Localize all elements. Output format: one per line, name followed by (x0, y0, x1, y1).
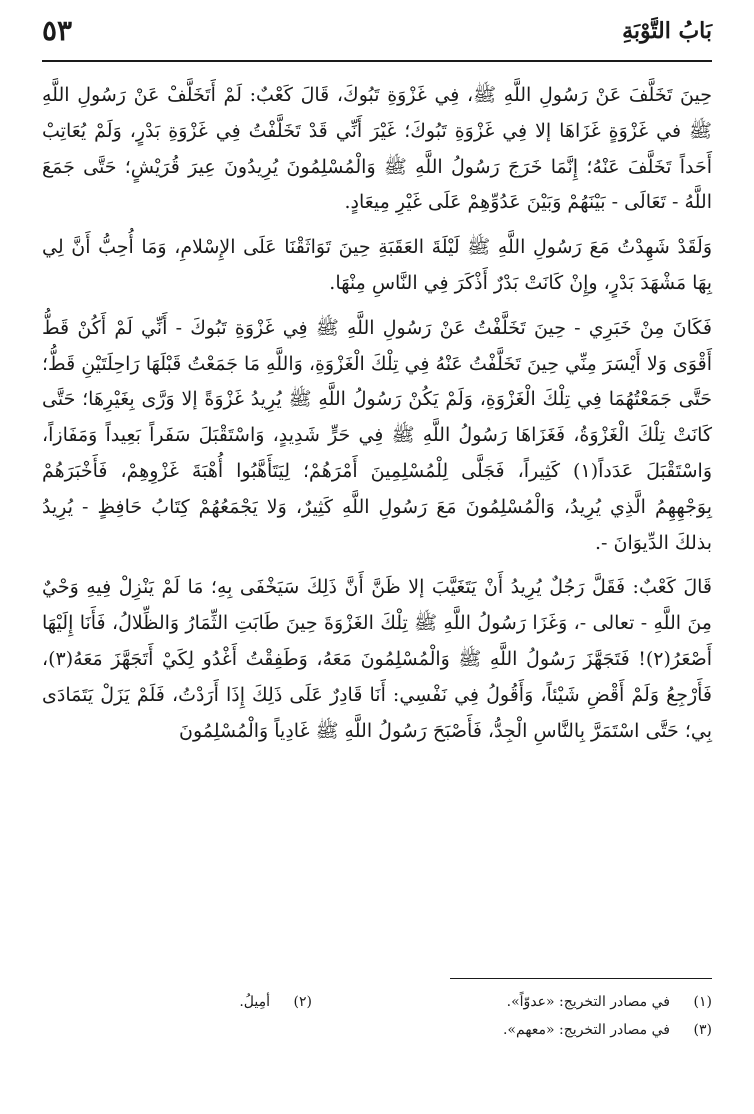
footnote (239, 988, 312, 1016)
footnote-row (42, 988, 712, 1016)
footnote-text: أمِيلُ. (239, 994, 270, 1010)
footnote-number: (١) (693, 994, 712, 1010)
footnotes (42, 988, 712, 1044)
paragraph: وَلَقَدْ شَهِدْتُ مَعَ رَسُولِ اللَّهِ ﷺ لَيْلَةَ العَقَبَةِ حِينَ تَوَاثَقْنَا عَلَى الإِسْلامِ، وَمَا أُحِبُّ أَنَّ لِي بِهَا مَشْهَدَ بَدْرٍ، وإِنْ كَانَتْ بَدْرٌ أَذْكَرَ فِي النَّاسِ مِنْهَا. (42, 236, 712, 294)
paragraph: قَالَ كَعْبٌ: فَقَلَّ رَجُلٌ يُرِيدُ أَنْ يَتَغَيَّبَ إلا ظَنَّ أَنَّ ذَلِكَ سَيَخْفَى بِهِ؛ مَا لَمْ يَنْزِلْ فِيهِ وَحْيٌ مِنَ اللَّهِ - تعالى -، وَغَزَا رَسُولُ اللَّهِ ﷺ تِلْكَ الغَزْوَةَ حِينَ طَابَتِ الثِّمَارُ وَالظِّلالُ، فَأَنَا إِلَيْهَا أَصْعَرُ(٢)! فَتَجَهَّزَ رَسُولُ اللَّهِ ﷺ وَالْمُسْلِمُونَ مَعَهُ، وَطَفِقْتُ أَغْدُو لِكَيْ أَتَجَهَّزَ مَعَهُ(٣)، فَأَرْجِعُ وَلَمْ أَقْضِ شَيْئاً، وَأَقُولُ فِي نَفْسِي: أَنَا قَادِرٌ عَلَى ذَلِكَ إِذَا أَرَدْتُ، فَلَمْ يَزَلْ يَتَمَادَى بِي؛ حَتَّى اسْتَمَرَّ بِالنَّاسِ الْجِدُّ، فَأَصْبَحَ رَسُولُ اللَّهِ ﷺ غَادِياً وَالْمُسْلِمُونَ (42, 576, 712, 742)
page-header (42, 10, 712, 62)
footnote-number: (٢) (293, 994, 312, 1010)
chapter-title: بَابُ التَّوْبَةِ (622, 18, 712, 44)
page-number: ٥٣ (42, 14, 73, 47)
main-text (42, 78, 712, 758)
paragraph: حِينَ تَخَلَّفَ عَنْ رَسُولِ اللَّهِ ﷺ، فِي غَزْوَةِ تَبُوكَ، قَالَ كَعْبٌ: لَمْ أَتَخَلَّفْ عَنْ رَسُولِ اللَّهِ ﷺ في غَزْوَةٍ غَزَاهَا إلا فِي غَزْوَةِ تَبُوكَ؛ غَيْرَ أَنِّي قَدْ تَخَلَّفْتُ فِي غَزْوَةِ بَدْرٍ، وَلَمْ يُعَاتِبْ أَحَداً تَخَلَّفَ عَنْهُ؛ إِنَّمَا خَرَجَ رَسُولُ اللَّهِ ﷺ وَالْمُسْلِمُونَ يُرِيدُونَ عِيرَ قُرَيْشٍ؛ حَتَّى جَمَعَ اللَّهُ - تَعَالَى - بَيْنَهُمْ وَبَيْنَ عَدُوِّهِمْ عَلَى غَيْرِ مِيعَادٍ. (42, 84, 712, 214)
footnote-divider (450, 978, 712, 979)
footnote-text: في مصادر التخريج: «عدوّاً». (506, 994, 670, 1010)
footnote (312, 1016, 712, 1044)
footnote-row (42, 1016, 712, 1044)
paragraph: فَكَانَ مِنْ خَبَرِي - حِينَ تَخَلَّفْتُ عَنْ رَسُولِ اللَّهِ ﷺ فِي غَزْوَةِ تَبُوكَ - أَنِّي لَمْ أَكُنْ قَطُّ أَقْوَى وَلا أَيْسَرَ مِنِّي حِينَ تَخَلَّفْتُ عَنْهُ فِي تِلْكَ الْغَزْوَةِ، وَاللَّهِ مَا جَمَعْتُ قَبْلَهَا رَاحِلَتَيْنِ قَطُّ؛ حَتَّى جَمَعْتُهُمَا فِي تِلْكَ الْغَزْوَةِ، وَلَمْ يَكُنْ رَسُولُ اللَّهِ ﷺ يُرِيدُ غَزْوَةً إلا وَرَّى بِغَيْرِهَا؛ حَتَّى كَانَتْ تِلْكَ الْغَزْوَةُ، فَغَزَاهَا رَسُولُ اللَّهِ ﷺ فِي حَرٍّ شَدِيدٍ، وَاسْتَقْبَلَ سَفَراً بَعِيداً وَمَفَازاً، وَاسْتَقْبَلَ عَدَداً(١) كَثِيراً، فَجَلَّى لِلْمُسْلِمِينَ أَمْرَهُمْ؛ لِيَتَأَهَّبُوا أُهْبَةَ غَزْوِهِمْ، فَأَخْبَرَهُمْ بِوَجْهِهِمُ الَّذِي يُرِيدُ، وَالْمُسْلِمُونَ مَعَ رَسُولِ اللَّهِ كَثِيرٌ، وَلا يَجْمَعُهُمْ كِتَابُ حَافِظٍ - يُرِيدُ بذلكَ الدِّيوَانَ -. (42, 316, 712, 554)
footnote-text: في مصادر التخريج: «معهم». (502, 1022, 670, 1038)
footnote (312, 988, 712, 1016)
footnote-number: (٣) (693, 1022, 712, 1038)
